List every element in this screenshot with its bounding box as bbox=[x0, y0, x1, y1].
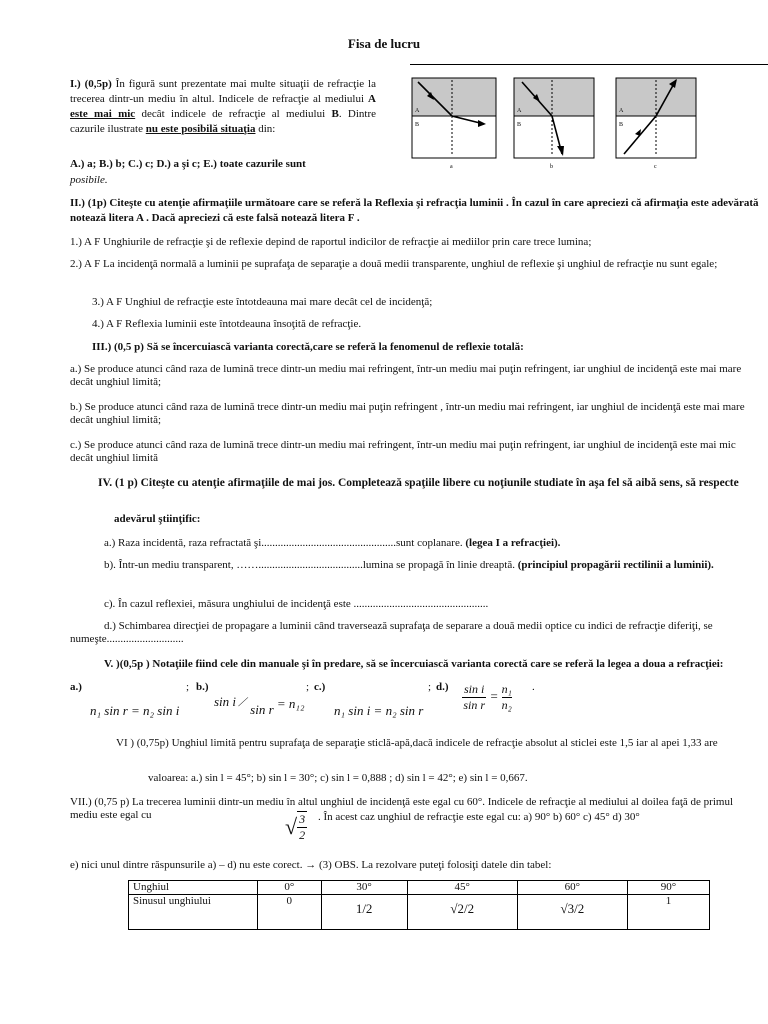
q5-sep-3: ; bbox=[428, 681, 432, 693]
panel-b bbox=[514, 78, 594, 170]
label-B-a: B bbox=[415, 122, 420, 128]
q7-sqrt-fraction: √ $\frac{3}{2}$ bbox=[285, 812, 306, 843]
q2-item-3: 3.) A F Unghiul de refracţie este întotdeauna mai mare decât cel de incidenţă; bbox=[92, 296, 433, 308]
table-cell: 1 bbox=[627, 895, 709, 930]
q2-item-1: 1.) A F Unghiurile de refracţie şi de reflexie depind de raportul indicilor de refracţie ai mediilor prin care trece lumina; bbox=[70, 236, 592, 248]
q5-label-d: d.) bbox=[436, 681, 449, 693]
label-B-b: B bbox=[517, 122, 522, 128]
q5-formula-b: sin i / sin r = n₁₂ bbox=[214, 694, 305, 717]
q1-text-3: . Dintre cazurile ilustrate bbox=[70, 108, 376, 135]
table-cell: √2/2 bbox=[407, 895, 517, 930]
q5-b-num: sin i bbox=[214, 694, 237, 709]
q4-a-text: a.) Raza incidentă, raza refractată şi.................................................sunt coplanare. bbox=[104, 537, 463, 549]
label-A-b: A bbox=[517, 108, 522, 114]
q7-head: VII.) (0,75 p) La trecerea luminii dintr-un mediu în altul unghiul de incidenţă este egal cu 60°. Indicele de refracţie al mediului al doilea faţă de primul mediu este egal cu bbox=[70, 796, 734, 821]
table-cell: 0° bbox=[258, 881, 322, 895]
q5-d-right: $\frac{\text{n₁}}{\text{n₂}}$ bbox=[501, 682, 512, 712]
q1-text-2: decât indicele de refracţie al mediului bbox=[135, 108, 332, 120]
q4-a-law: (legea I a refracţiei). bbox=[465, 537, 561, 549]
q5-b-den: sin r bbox=[250, 702, 274, 717]
table-cell: 1/2 bbox=[321, 895, 407, 930]
q7-option-e: e) nici unul dintre răspunsurile a) – d) nu este corect. → (3) OBS. La rezolvare puteţi folosiţi datele din tabel: bbox=[70, 859, 552, 871]
q5-formula-c: n₁ sin i = n₂ sin r bbox=[334, 703, 424, 718]
table-cell: 30° bbox=[321, 881, 407, 895]
table-cell: √3/2 bbox=[517, 895, 627, 930]
q5-sep-2: ; bbox=[306, 681, 310, 693]
label-panel-a: a bbox=[450, 164, 453, 170]
q3-option-a: a.) Se produce atunci când raza de lumină trece dintr-un mediu mai refringent, într-un mediu mai puţin refringent, iar unghiul de incidenţă este mai mare decât unghiul limită; bbox=[70, 363, 742, 388]
sine-table bbox=[128, 880, 710, 930]
question-1 bbox=[70, 77, 376, 137]
q1-text-4: din: bbox=[255, 123, 276, 135]
page-title: Fisa de lucru bbox=[347, 36, 421, 51]
q4-head: IV. (1 p) Citeşte cu atenţie afirmaţiile de mai jos. Completează spaţiile libere cu noţiunile studiate în aşa fel să aibă sens, să respecte bbox=[98, 477, 739, 489]
table-cell: 0 bbox=[258, 895, 322, 930]
q4-item-b bbox=[70, 559, 754, 572]
q7-rest: . În acest caz unghiul de refracţie este egal cu: a) 90° b) 60° c) 45° d) 30° bbox=[318, 811, 640, 823]
panel-a bbox=[412, 78, 496, 170]
header-rule bbox=[410, 64, 768, 65]
q5-sep-4: . bbox=[532, 681, 535, 693]
q5-sep-1: ; bbox=[186, 681, 190, 693]
label-A-a: A bbox=[415, 108, 420, 114]
table-cell: 90° bbox=[627, 881, 709, 895]
q5-formula-a: n₁ sin r = n₂ sin i bbox=[90, 703, 180, 718]
q1-label: I.) (0,5p) bbox=[70, 78, 112, 90]
q4-item-c: c). În cazul reflexiei, măsura unghiului de incidenţă este ................................................. bbox=[104, 598, 489, 610]
q1-options: A.) a; B.) b; C.) c; D.) a şi c; E.) toate cazurile sunt bbox=[70, 158, 306, 170]
table-cell: Sinusul unghiului bbox=[129, 895, 258, 930]
q5-label-c: c.) bbox=[314, 681, 326, 693]
q5-label-a: a.) bbox=[70, 681, 82, 693]
label-B-c: B bbox=[619, 122, 624, 128]
label-panel-b: b bbox=[550, 164, 553, 170]
panel-c bbox=[616, 78, 696, 170]
q5-b-rhs: = n₁₂ bbox=[276, 696, 305, 711]
q1-options-2: posibile. bbox=[70, 174, 108, 186]
q5-d-left: $\frac{\text{sin i}}{\text{sin r}}$ bbox=[463, 682, 486, 712]
q2-item-4: 4.) A F Reflexia luminii este întotdeauna însoţită de refracţie. bbox=[92, 318, 362, 330]
q5-formula-d: $\frac{\text{sin i}}{\text{sin r}}$ = $\frac{\text{n₁}}{\text{n₂}}$ bbox=[463, 682, 512, 712]
q4-b-text: b). Într-un mediu transparent, ……......................................lumina se propagă în linie dreaptă. bbox=[104, 559, 515, 571]
q4-head-2: adevărul ştiinţific: bbox=[114, 513, 201, 525]
q6-values: valoarea: a.) sin l = 45°; b) sin l = 30°; c) sin l = 0,888 ; d) sin l = 42°; e) sin l = 0,667. bbox=[148, 772, 528, 784]
refraction-figure bbox=[410, 76, 700, 171]
table-header-row bbox=[129, 881, 710, 895]
q5-head: V. )(0,5p ) Notaţiile fiind cele din manuale şi în predare, să se încercuiască varianta corectă care se referă la legea a doua a refracţiei: bbox=[104, 658, 724, 670]
q3-option-c: c.) Se produce atunci când raza de lumină trece dintr-un mediu mai refringent, într-un mediu mai puţin refringent, iar unghiul de incidenţă este mai mic decât unghiul limită bbox=[70, 439, 736, 464]
q4-item-a bbox=[104, 537, 754, 550]
q5-label-b: b.) bbox=[196, 681, 209, 693]
q3-option-b: b.) Se produce atunci când raza de lumină trece dintr-un mediu mai puţin refringent , într-un mediu mai refringent, iar unghiul de incidenţă este mai mare decât unghiul limită; bbox=[70, 401, 745, 426]
q1-smaller: este mai mic bbox=[70, 108, 136, 120]
q2-head: II.) (1p) Citeşte cu atenţie afirmaţiile următoare care se referă la Reflexia şi refracţia luminii . În cazul în care apreciezi că afirmaţia este adevărată notează litera A . Dacă apreciezi că este falsă notează litera F . bbox=[70, 197, 759, 224]
q1-not-possible: nu este posibilă situaţia bbox=[145, 123, 256, 135]
q1-medium-a: A bbox=[368, 93, 376, 105]
table-cell: 45° bbox=[407, 881, 517, 895]
q6-head: VI ) (0,75p) Unghiul limită pentru suprafaţa de separaţie sticlă-apă,dacă indicele de refracţie absolut al sticlei este 1,5 iar al apei 1,33 are bbox=[116, 737, 718, 749]
q3-head: III.) (0,5 p) Să se încercuiască varianta corectă,care se referă la fenomenul de reflexie totală: bbox=[92, 341, 524, 353]
q1-text-1: În figură sunt prezentate mai multe situaţii de refracţie la trecerea dintr-un mediu în altul. Indicele de refracţie al mediului bbox=[70, 78, 376, 105]
label-A-c: A bbox=[619, 108, 624, 114]
q4-item-d: d.) Schimbarea direcţiei de propagare a luminii când traversează suprafaţa de separare a două medii optice cu indici de refracţie diferiţi, se numeşte............................ bbox=[70, 620, 713, 645]
table-cell: Unghiul bbox=[129, 881, 258, 895]
table-row bbox=[129, 895, 710, 930]
table-cell: 60° bbox=[517, 881, 627, 895]
q2-item-2: 2.) A F La incidenţă normală a luminii pe suprafaţa de separaţie a două medii transparente, unghiul de reflexie şi unghiul de refracţie nu sunt egale; bbox=[70, 258, 718, 270]
q1-medium-b: B bbox=[331, 108, 339, 120]
label-panel-c: c bbox=[654, 164, 657, 170]
q4-b-law: (principiul propagării rectilinii a luminii). bbox=[517, 559, 714, 571]
